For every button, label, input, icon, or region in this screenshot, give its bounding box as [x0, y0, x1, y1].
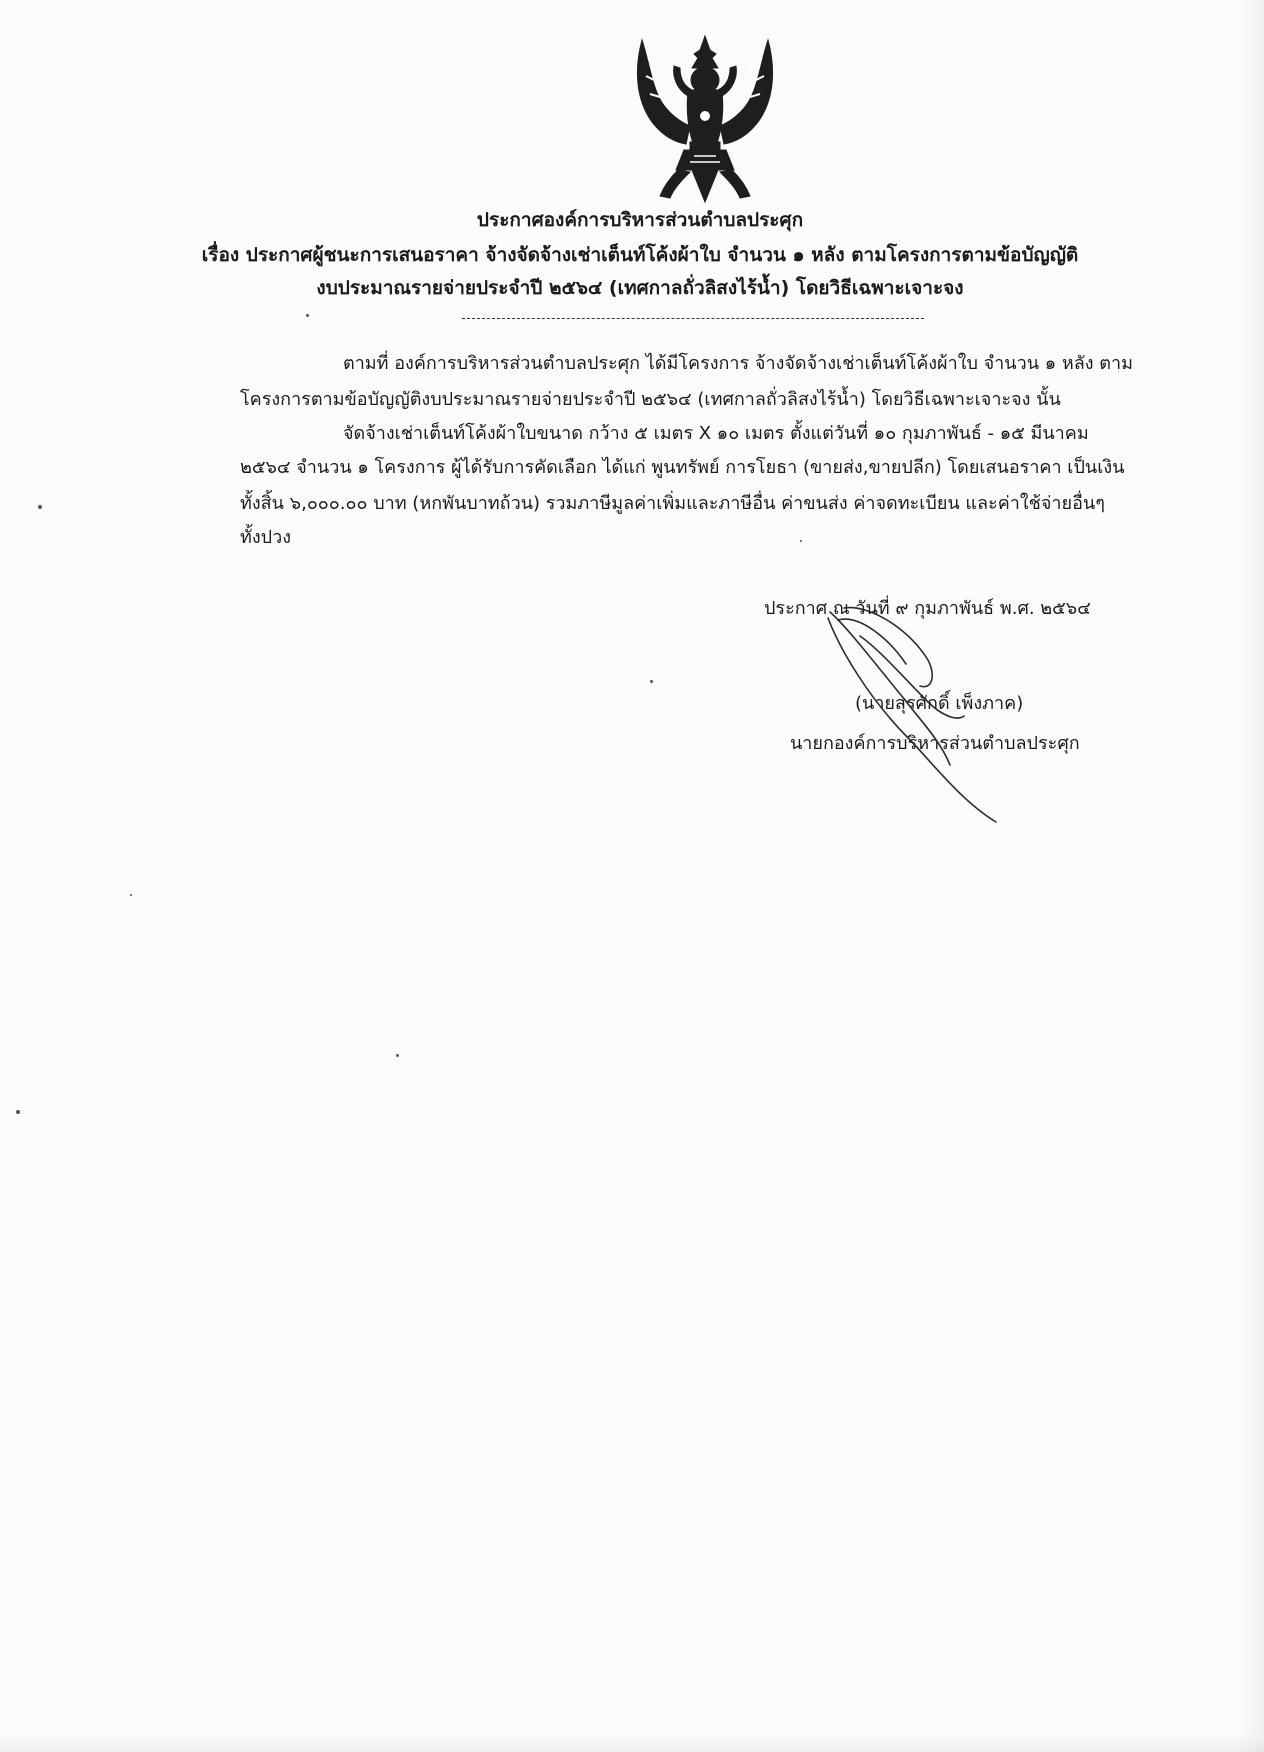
handwritten-signature: [810, 590, 1020, 830]
separator-rule: [462, 318, 924, 319]
scan-shadow-right: [1236, 0, 1264, 1752]
paragraph-2-line-1: จัดจ้างเช่าเต็นท์โค้งผ้าใบขนาด กว้าง ๕ เมตร X ๑๐ เมตร ตั้งแต่วันที่ ๑๐ กุมภาพันธ์ - ๑๕ มีนาคม: [343, 423, 1089, 444]
scan-speck: [38, 505, 42, 509]
paragraph-1-line-2: โครงการตามข้อบัญญัติงบประมาณรายจ่ายประจำปี ๒๕๖๔ (เทศกาลถั่วลิสงไร้น้ำ) โดยวิธีเฉพาะเจาะจง นั้น: [240, 389, 1061, 410]
scan-shadow-bottom: [0, 1734, 1264, 1752]
paragraph-2-line-4: ทั้งปวง: [240, 527, 291, 548]
scan-speck: [396, 1054, 399, 1057]
signatory-name: (นายสุรศักดิ์ เพ็งภาค): [855, 693, 1024, 714]
paragraph-1-line-1: ตามที่ องค์การบริหารส่วนตำบลประศุก ได้มีโครงการ จ้างจัดจ้างเช่าเต็นท์โค้งผ้าใบ จำนวน ๑ หลัง ตาม: [343, 353, 1133, 374]
announcement-subject: เรื่อง ประกาศผู้ชนะการเสนอราคา จ้างจัดจ้างเช่าเต็นท์โค้งผ้าใบ จำนวน ๑ หลัง ตามโครงการตามข้อบัญญัติ: [201, 244, 1079, 266]
scan-speck: [306, 314, 309, 317]
scan-speck: [650, 680, 653, 683]
paragraph-2-line-3: ทั้งสิ้น ๖,๐๐๐.๐๐ บาท (หกพันบาทถ้วน) รวมภาษีมูลค่าเพิ่มและภาษีอื่น ค่าขนส่ง ค่าจดทะเบียน และค่าใช้จ่ายอื่นๆ: [240, 493, 1105, 514]
announcement-title: ประกาศองค์การบริหารส่วนตำบลประศุก: [476, 209, 804, 231]
scan-speck: [800, 540, 802, 542]
announcement-subject-continued: งบประมาณรายจ่ายประจำปี ๒๕๖๔ (เทศกาลถั่วลิสงไร้น้ำ) โดยวิธีเฉพาะเจาะจง: [316, 277, 964, 299]
signatory-position: นายกองค์การบริหารส่วนตำบลประศุก: [790, 733, 1080, 754]
scan-speck: [130, 894, 132, 896]
scan-speck: [16, 1110, 20, 1114]
paragraph-2-line-2: ๒๕๖๔ จำนวน ๑ โครงการ ผู้ได้รับการคัดเลือก ได้แก่ พูนทรัพย์ การโยธา (ขายส่ง,ขายปลีก) โดยเสนอราคา เป็นเงิน: [240, 457, 1125, 478]
announcement-date: ประกาศ ณ วันที่ ๙ กุมภาพันธ์ พ.ศ. ๒๕๖๔: [764, 598, 1091, 619]
garuda-emblem-icon: [630, 30, 780, 205]
